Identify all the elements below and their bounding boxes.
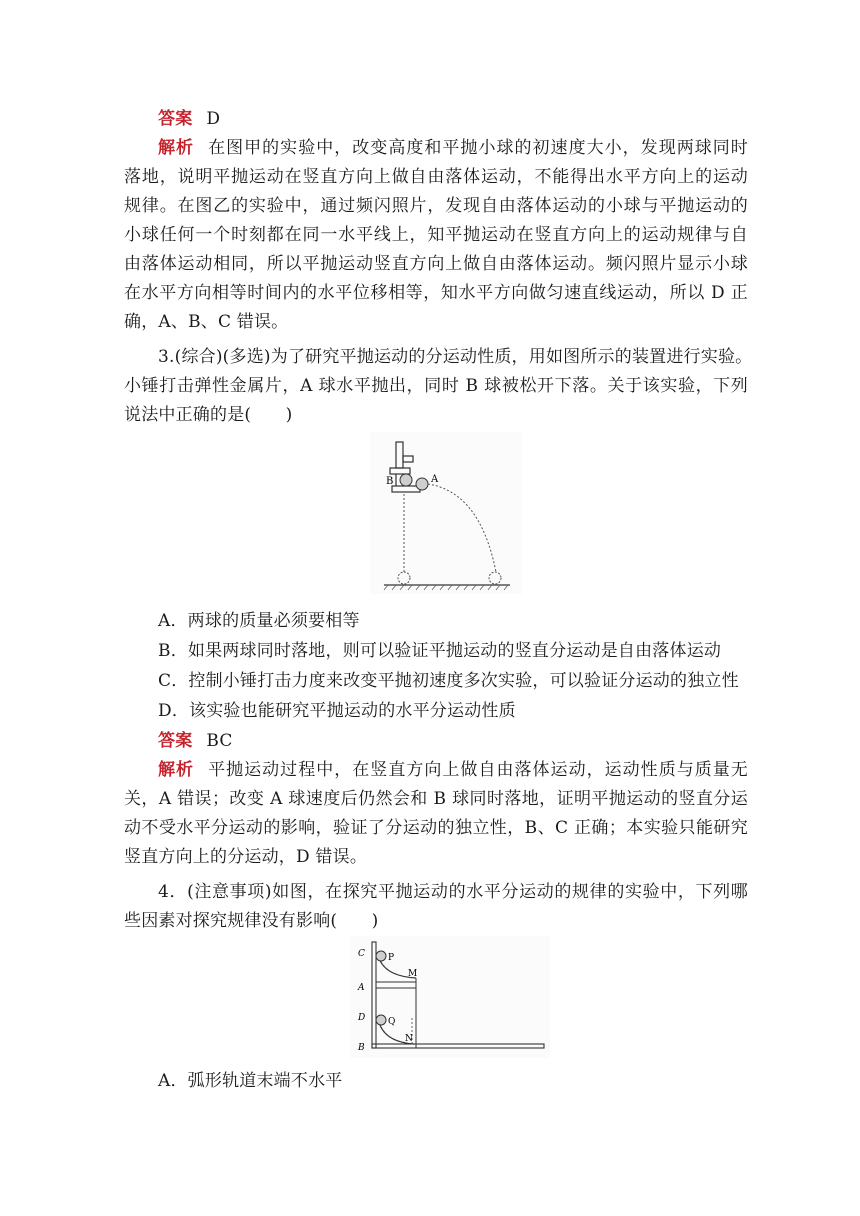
- q2-analysis-line: 规律。在图乙的实验中，通过频闪照片，发现自由落体运动的小球与平抛运动的: [124, 196, 748, 216]
- figure-background: [370, 432, 522, 594]
- answer-value: BC: [206, 731, 233, 751]
- label-n: N: [405, 1034, 413, 1044]
- ball-q: [376, 1015, 386, 1025]
- q3-apparatus-figure: [370, 432, 522, 594]
- analysis-label: 解析: [158, 138, 195, 158]
- answer-label: 答案: [158, 731, 193, 751]
- label-m: M: [408, 969, 418, 979]
- ball-p: [376, 951, 386, 961]
- label-p: P: [388, 953, 395, 963]
- label-a: A: [431, 474, 439, 485]
- label-c: C: [358, 949, 365, 959]
- label-b: B: [358, 1043, 365, 1053]
- analysis-text: 平抛运动过程中，在竖直方向上做自由落体运动，运动性质与质量无: [208, 760, 749, 780]
- q2-analysis-line: 落地，说明平抛运动在竖直方向上做自由落体运动，不能得出水平方向上的运动: [124, 167, 748, 187]
- q2-analysis-line: 由落体运动相同，所以平抛运动竖直方向上做自由落体运动。频闪照片显示小球: [124, 254, 748, 274]
- label-b: B: [386, 476, 394, 487]
- q4-stem-line: 些因素对探究规律没有影响( ): [124, 911, 379, 931]
- label-q: Q: [388, 1017, 396, 1027]
- q2-answer: [158, 109, 748, 129]
- q4-stem-line: 4．(注意事项)如图，在探究平抛运动的水平分运动的规律的实验中，下列哪: [158, 882, 748, 902]
- q3-analysis-line: 竖直方向上的分运动，D 错误。: [124, 847, 368, 867]
- label-a: A: [358, 983, 365, 993]
- answer-value: D: [206, 109, 221, 129]
- ball-b: [400, 474, 412, 486]
- label-d: D: [358, 1013, 366, 1023]
- q3-option-c: C．控制小锤打击力度来改变平抛初速度多次实验，可以验证分运动的独立性: [158, 671, 739, 691]
- q3-stem-line: 3.(综合)(多选)为了研究平抛运动的分运动性质，用如图所示的装置进行实验。: [158, 347, 753, 367]
- q3-answer: [158, 731, 748, 751]
- analysis-text: 在图甲的实验中，改变高度和平抛小球的初速度大小，发现两球同时: [208, 138, 749, 158]
- analysis-label: 解析: [158, 760, 195, 780]
- q3-stem-line: 说法中正确的是( ): [124, 405, 293, 425]
- q2-analysis-line: 小球任何一个时刻都在同一水平线上，知平抛运动在竖直方向上的运动规律与自: [124, 225, 748, 245]
- q3-stem-line: 小锤打击弹性金属片，A 球水平抛出，同时 B 球被松开下落。关于该实验，下列: [124, 376, 748, 396]
- q4-apparatus-figure: [350, 936, 550, 1058]
- q3-analysis-line: 关，A 错误；改变 A 球速度后仍然会和 B 球同时落地，证明平抛运动的竖直分运: [124, 789, 748, 809]
- q3-analysis-line: [158, 760, 748, 780]
- q2-analysis-line: 在水平方向相等时间内的水平位移相等，知水平方向做匀速直线运动，所以 D 正: [124, 283, 748, 303]
- q3-option-d: D．该实验也能研究平抛运动的水平分运动性质: [158, 701, 516, 721]
- q2-analysis-line: [158, 138, 748, 158]
- q3-option-a: A．两球的质量必须要相等: [158, 611, 360, 631]
- ball-a: [416, 478, 428, 490]
- q3-option-b: B．如果两球同时落地，则可以验证平抛运动的竖直分运动是自由落体运动: [158, 641, 722, 661]
- q2-analysis-line: 确，A、B、C 错误。: [124, 312, 289, 332]
- q4-option-a: A．弧形轨道末端不水平: [158, 1071, 343, 1091]
- answer-label: 答案: [158, 109, 193, 129]
- q3-analysis-line: 动不受水平分运动的影响，验证了分运动的独立性，B、C 正确；本实验只能研究: [124, 818, 748, 838]
